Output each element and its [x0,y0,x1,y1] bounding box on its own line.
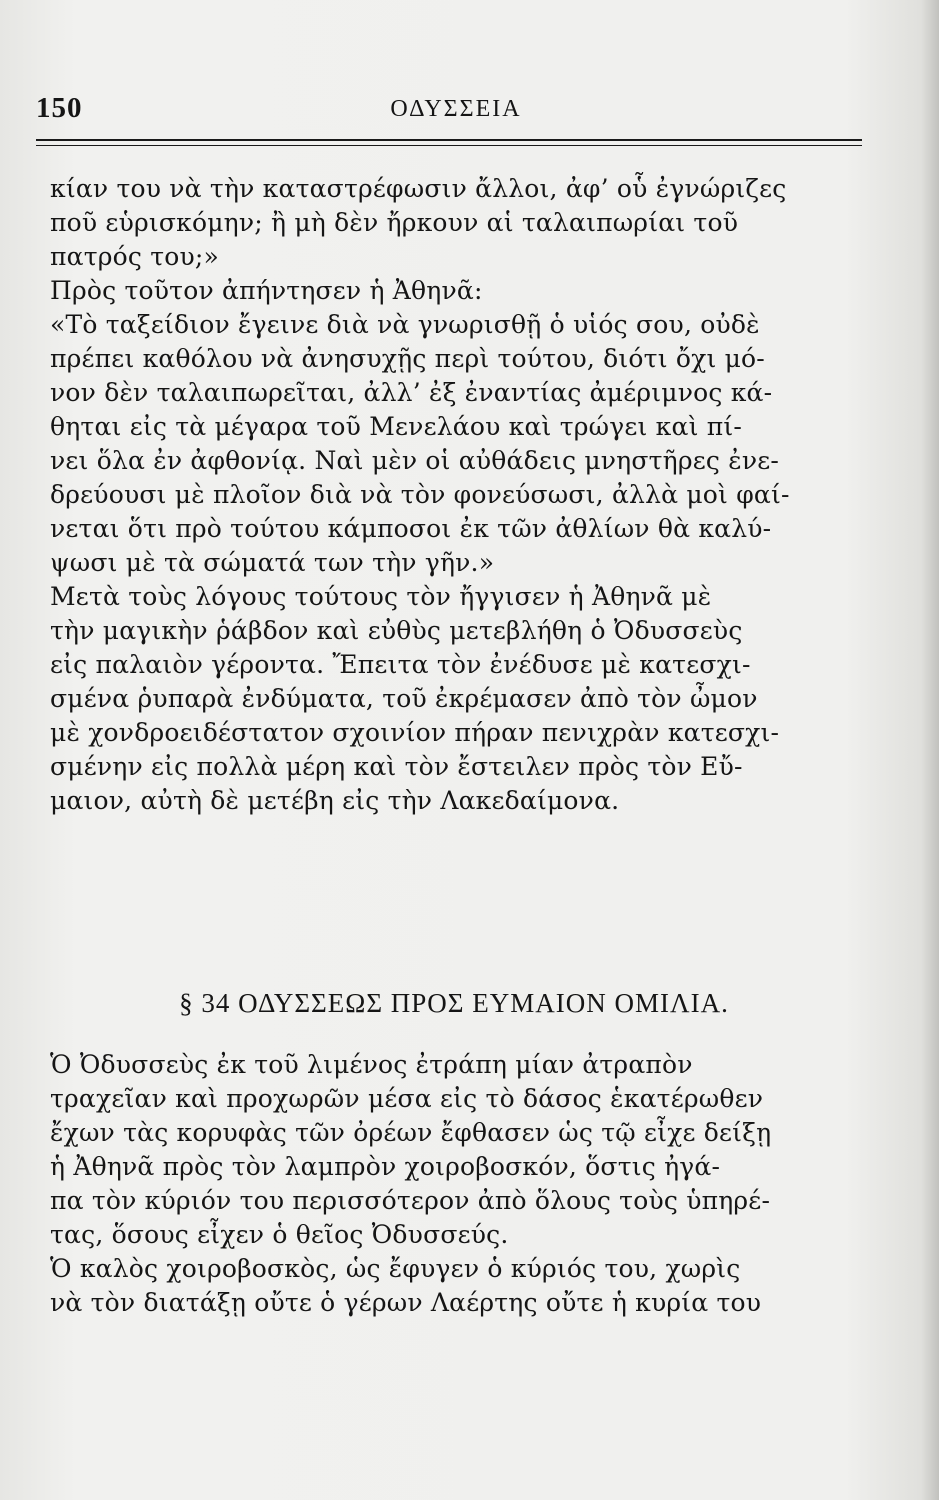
header-rule-thin [36,145,862,146]
page-number: 150 [36,92,83,124]
text-line: μὲ χονδροειδέστατον σχοινίον πήραν πενιχρὰν κατεσχι- [50,718,780,747]
text-line: πα τὸν κύριόν του περισσότερον ἀπὸ ὅλους τοὺς ὑπηρέ- [50,1186,771,1215]
page-header [36,92,862,132]
text-line: Ὁ Ὀδυσσεὺς ἐκ τοῦ λιμένος ἐτράπη μίαν ἀτραπὸν [50,1050,693,1079]
text-line: εἰς παλαιὸν γέροντα. Ἔπειτα τὸν ἐνέδυσε μὲ κατεσχι- [50,650,751,679]
text-line: σμένην εἰς πολλὰ μέρη καὶ τὸν ἔστειλεν πρὸς τὸν Εὔ- [50,752,743,781]
text-line: πρέπει καθόλου νὰ ἀνησυχῇς περὶ τούτου, διότι ὄχι μό- [50,344,765,373]
text-line: μαιον, αὐτὴ δὲ μετέβη εἰς τὴν Λακεδαίμονα. [50,786,620,815]
text-line: Μετὰ τοὺς λόγους τούτους τὸν ἤγγισεν ἡ Ἀθηνᾶ μὲ [50,582,712,611]
page-edge-shadow [921,0,939,1500]
text-block-after-heading [50,1048,858,1320]
text-line: ψωσι μὲ τὰ σώματά των τὴν γῆν.» [50,548,495,577]
text-line: Πρὸς τοῦτον ἀπήντησεν ἡ Ἀθηνᾶ: [50,276,483,305]
section-heading: § 34 ΟΔΥΣΣΕΩΣ ΠΡΟΣ ΕΥΜΑΙΟΝ ΟΜΙΛΙΑ. [179,988,729,1018]
text-line: σμένα ῥυπαρὰ ἐνδύματα, τοῦ ἐκρέμασεν ἀπὸ τὸν ὦμον [50,684,758,713]
text-line: τας, ὅσους εἶχεν ὁ θεῖος Ὀδυσσεύς. [50,1220,509,1249]
text-line: Ὁ καλὸς χοιροβοσκὸς, ὡς ἔφυγεν ὁ κύριός του, χωρὶς [50,1254,741,1283]
text-line: ἡ Ἀθηνᾶ πρὸς τὸν λαμπρὸν χοιροβοσκόν, ὅστις ἠγά- [50,1152,721,1181]
text-line: δρεύουσι μὲ πλοῖον διὰ νὰ τὸν φονεύσωσι, ἀλλὰ μοὶ φαί- [50,480,790,509]
text-line: «Τὸ ταξείδιον ἔγεινε διὰ νὰ γνωρισθῇ ὁ υἱός σου, οὐδὲ [50,310,760,339]
running-title: ΟΔΥΣΣΕΙΑ [390,96,522,122]
text-line: κίαν του νὰ τὴν καταστρέφωσιν ἄλλοι, ἀφ’ οὗ ἐγνώριζες [50,174,787,203]
text-line: τὴν μαγικὴν ῥάβδον καὶ εὐθὺς μετεβλήθη ὁ Ὀδυσσεὺς [50,616,743,645]
text-line: τραχεῖαν καὶ προχωρῶν μέσα εἰς τὸ δάσος ἑκατέρωθεν [50,1084,764,1113]
text-line: νει ὅλα ἐν ἀφθονίᾳ. Ναὶ μὲν οἱ αὐθάδεις μνηστῆρες ἐνε- [50,446,780,475]
header-rule-thick [36,139,862,141]
text-line: ἔχων τὰς κορυφὰς τῶν ὀρέων ἔφθασεν ὡς τῷ εἶχε δείξῃ [50,1118,772,1147]
text-line: νεται ὅτι πρὸ τούτου κάμποσοι ἐκ τῶν ἀθλίων θὰ καλύ- [50,514,772,543]
text-line: θηται εἰς τὰ μέγαρα τοῦ Μενελάου καὶ τρώγει καὶ πί- [50,412,742,441]
text-line: ποῦ εὑρισκόμην; ἢ μὴ δὲν ἤρκουν αἱ ταλαιπωρίαι τοῦ [50,208,739,237]
text-line: πατρός του;» [50,242,220,271]
text-line: νὰ τὸν διατάξῃ οὔτε ὁ γέρων Λαέρτης οὔτε ἡ κυρία του [50,1288,762,1317]
text-line: νον δὲν ταλαιπωρεῖται, ἀλλ’ ἐξ ἐναντίας ἀμέριμνος κά- [50,378,773,407]
text-block-before-heading [50,172,858,818]
